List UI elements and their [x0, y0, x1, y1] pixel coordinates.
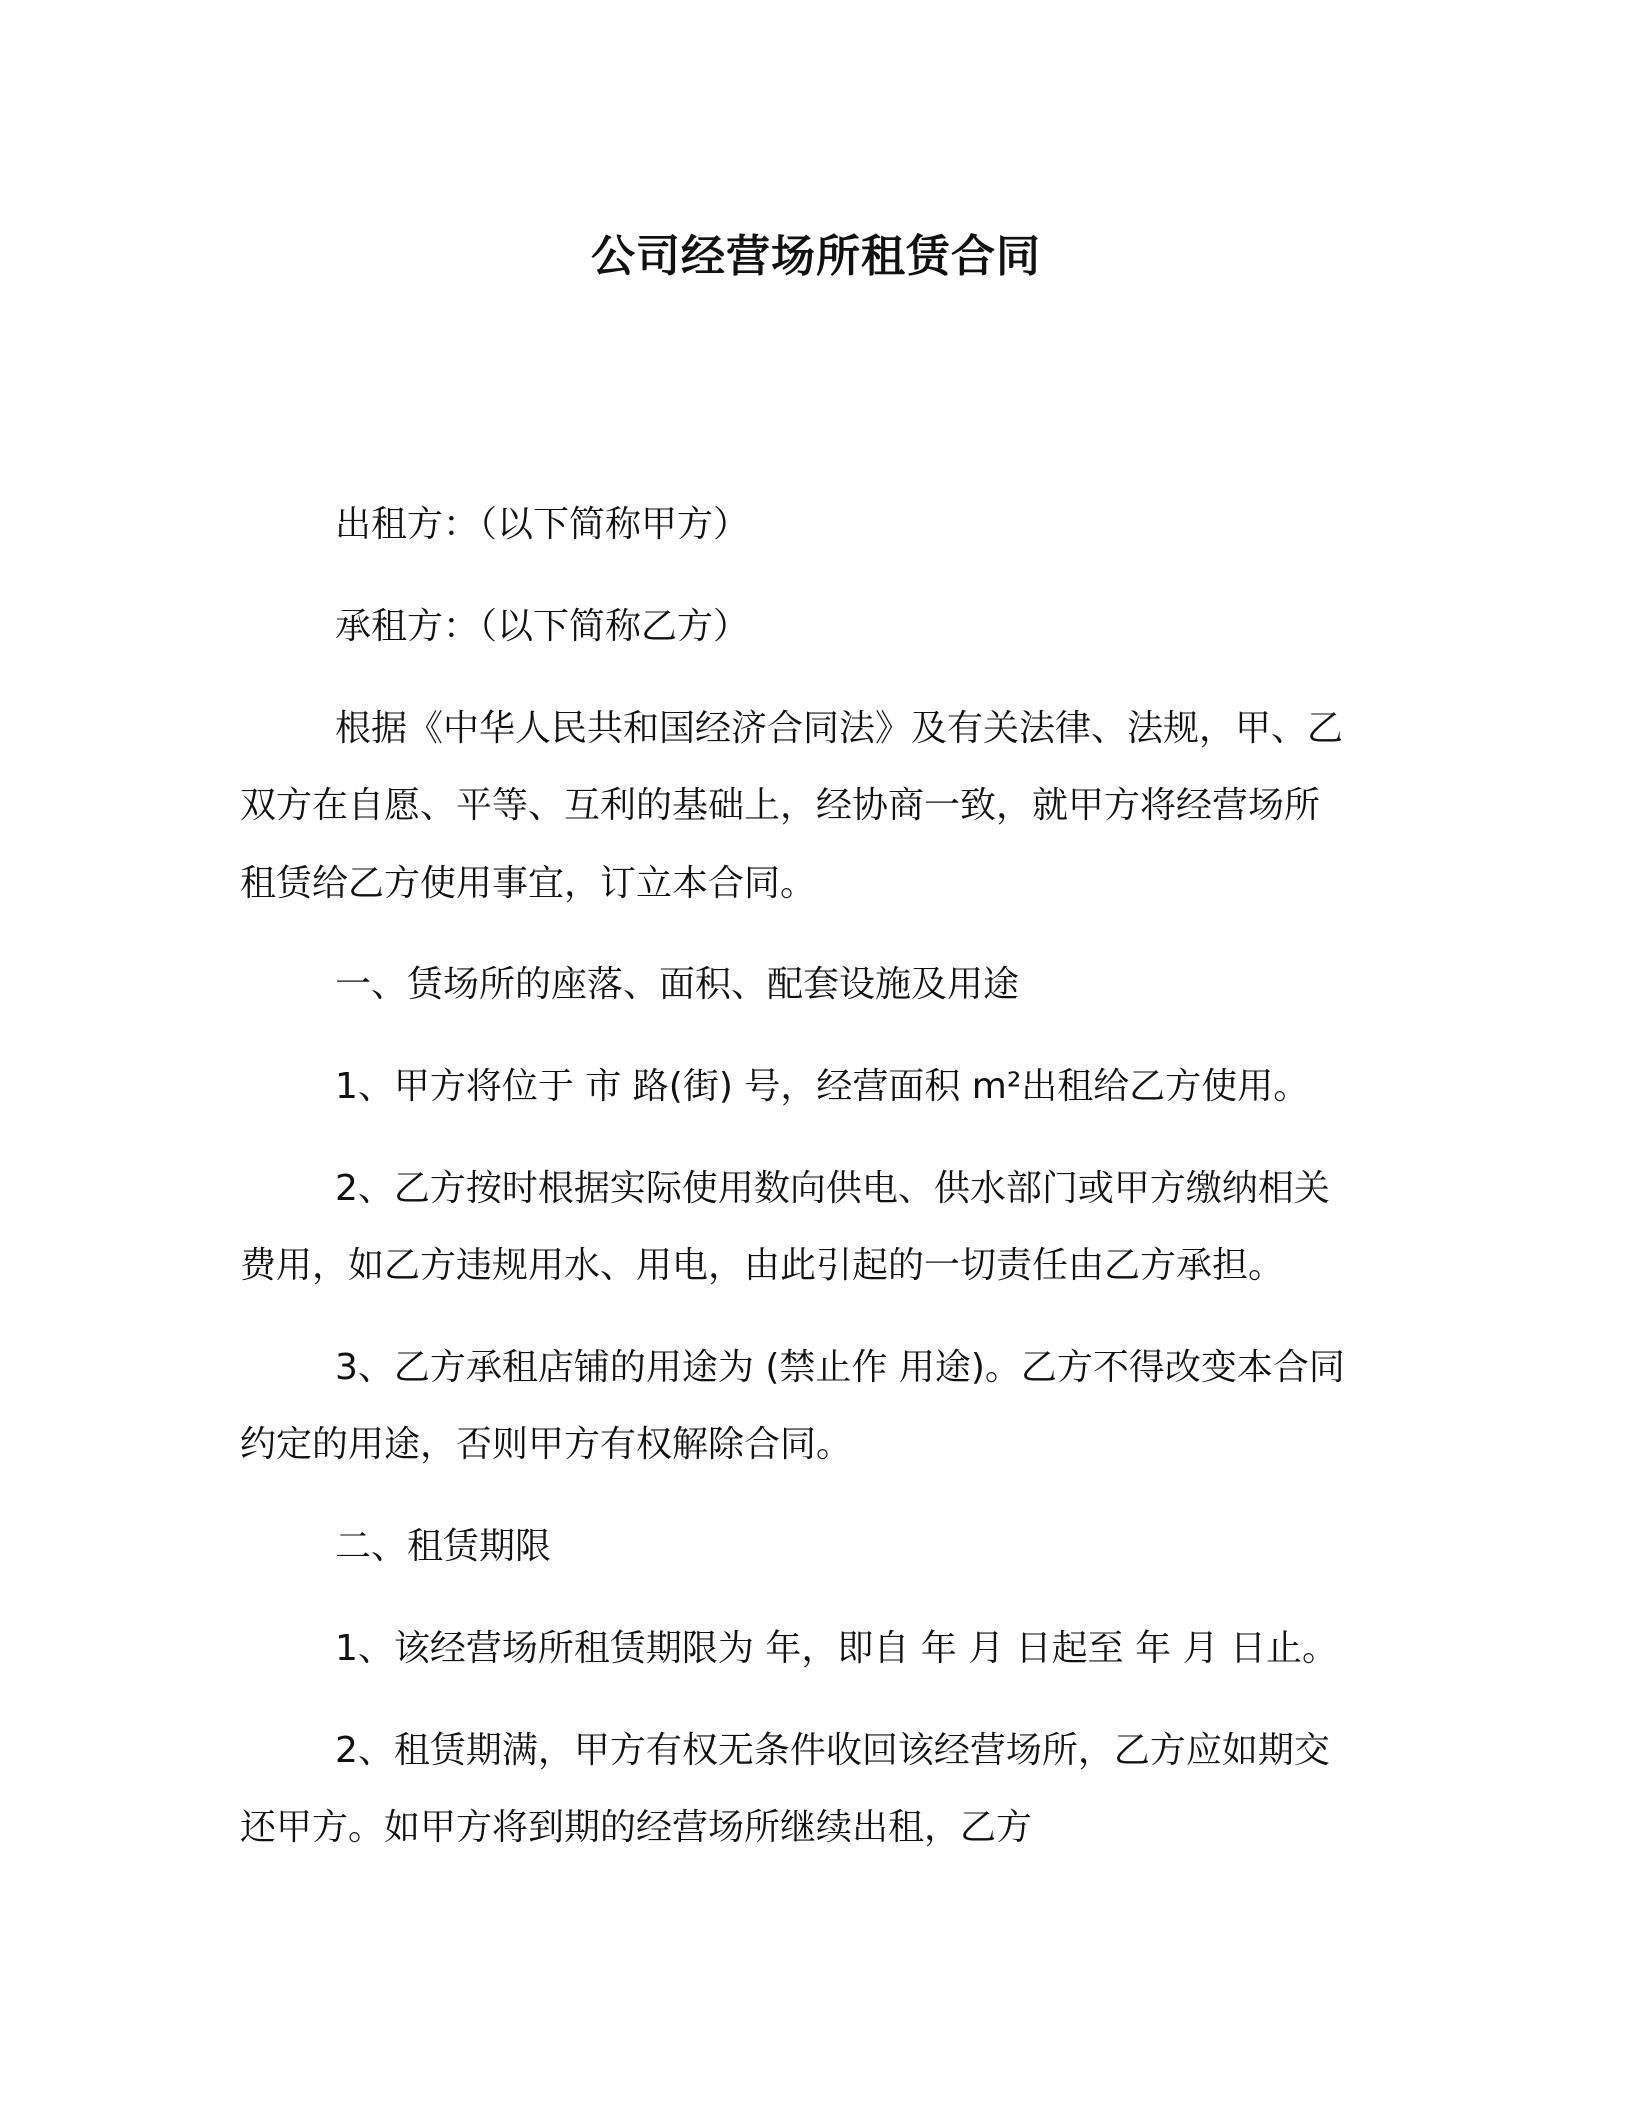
clause-1-2-line-2: 费用，如乙方违规用水、用电，由此引起的一切责任由乙方承担。 [240, 1245, 1285, 1286]
clause-2-1: 1、该经营场所租赁期限为 年，即自 年 月 日起至 年 月 日止。 [335, 1628, 1339, 1669]
lessor-line: 出租方：（以下简称甲方） [335, 504, 750, 545]
clause-2-2-line-1: 2、租赁期满，甲方有权无条件收回该经营场所，乙方应如期交 [335, 1730, 1330, 1771]
preamble-line-1: 根据《中华人民共和国经济合同法》及有关法律、法规，甲、乙 [335, 708, 1344, 749]
clause-1-1: 1、甲方将位于 市 路(街) 号，经营面积 m²出租给乙方使用。 [335, 1066, 1310, 1107]
clause-2-2-line-2: 还甲方。如甲方将到期的经营场所继续出租，乙方 [240, 1807, 1033, 1848]
section-1-heading: 一、赁场所的座落、面积、配套设施及用途 [335, 964, 1020, 1005]
section-2-heading: 二、租赁期限 [335, 1526, 552, 1567]
clause-1-2-line-1: 2、乙方按时根据实际使用数向供电、供水部门或甲方缴纳相关 [335, 1168, 1330, 1209]
preamble-line-3: 租赁给乙方使用事宜，订立本合同。 [240, 863, 817, 904]
clause-1-3-line-1: 3、乙方承租店铺的用途为 (禁止作 用途)。乙方不得改变本合同 [335, 1347, 1345, 1388]
document-title: 公司经营场所租赁合同 [591, 231, 1041, 282]
preamble-line-2: 双方在自愿、平等、互利的基础上，经协商一致，就甲方将经营场所 [240, 785, 1321, 826]
clause-1-3-line-2: 约定的用途，否则甲方有权解除合同。 [240, 1424, 853, 1465]
lessee-line: 承租方：（以下简称乙方） [335, 606, 750, 647]
